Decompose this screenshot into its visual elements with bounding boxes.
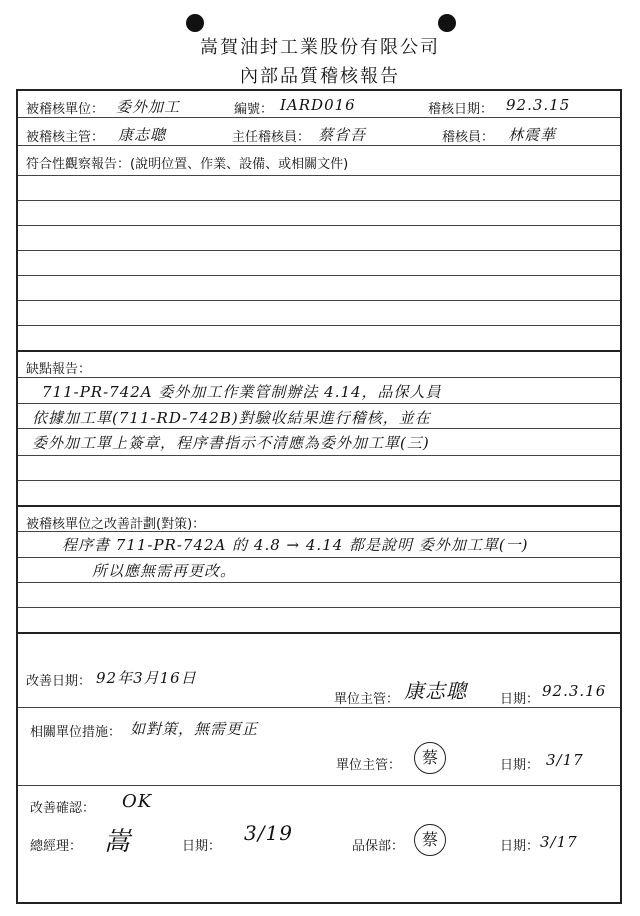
ruled-line xyxy=(18,300,620,301)
audit-date-value: 92.3.15 xyxy=(506,96,571,114)
auditor-value: 林震華 xyxy=(508,126,557,144)
improvement-plan-label: 被稽核單位之改善計劃(對策)： xyxy=(26,517,206,532)
serial-no-value: IARD016 xyxy=(280,96,356,114)
general-manager-signature: 嵩 xyxy=(104,827,132,857)
audited-head-label: 被稽核主管： xyxy=(26,130,105,145)
improvement-date-label: 改善日期： xyxy=(26,674,92,689)
ruled-line xyxy=(18,582,620,583)
qa-date-label: 日期： xyxy=(500,839,540,854)
ruled-line xyxy=(18,480,620,481)
supervisor-date-label: 日期： xyxy=(500,692,540,707)
ruled-line xyxy=(18,225,620,226)
ruled-line xyxy=(18,557,620,558)
divider xyxy=(18,785,620,786)
defects-text-line: 依據加工單(711-RD-742B)對驗收結果進行稽核，並在 xyxy=(32,409,431,427)
ruled-line xyxy=(18,200,620,201)
form-title: 內部品質稽核報告 xyxy=(240,66,400,87)
gm-date-label: 日期： xyxy=(182,839,222,854)
lead-auditor-label: 主任稽核員： xyxy=(232,130,311,145)
improvement-text-line: 程序書 711-PR-742A 的 4.8 → 4.14 都是說明 委外加工單(一) xyxy=(62,536,529,554)
ruled-line xyxy=(18,531,620,532)
binder-hole-right xyxy=(438,14,456,32)
audit-date-label: 稽核日期： xyxy=(428,102,494,117)
ruled-line xyxy=(18,275,620,276)
binder-hole-left xyxy=(186,14,204,32)
approval-stamp: 蔡 xyxy=(414,742,446,774)
defects-label: 缺點報告： xyxy=(26,362,92,377)
unit-supervisor-label: 單位主管： xyxy=(334,692,400,707)
related-measures-value: 如對策，無需更正 xyxy=(130,720,259,738)
confirmation-value: OK xyxy=(122,791,153,812)
auditor-label: 稽核員： xyxy=(442,130,495,145)
related-date-label: 日期： xyxy=(500,758,540,773)
gm-date-value: 3/19 xyxy=(244,821,293,845)
divider xyxy=(18,707,620,708)
qa-stamp: 蔡 xyxy=(414,824,446,856)
qa-dept-label: 品保部： xyxy=(352,839,405,854)
improvement-text-line: 所以應無需再更改。 xyxy=(92,562,237,580)
general-manager-label: 總經理： xyxy=(30,839,83,854)
section-divider xyxy=(18,505,620,507)
ruled-line xyxy=(18,428,620,429)
company-name: 嵩賀油封工業股份有限公司 xyxy=(200,37,440,58)
supervisor-date-value: 92.3.16 xyxy=(542,682,607,700)
improvement-date-value: 92年3月16日 xyxy=(96,669,197,687)
unit-supervisor-signature: 康志聰 xyxy=(404,679,467,703)
conformity-label: 符合性觀察報告：(說明位置、作業、設備、或相關文件) xyxy=(26,157,349,172)
divider xyxy=(18,145,620,146)
defects-text-line: 委外加工單上簽章，程序書指示不清應為委外加工單(三) xyxy=(32,434,430,452)
related-measures-label: 相關單位措施： xyxy=(30,725,122,740)
defects-text-line: 711-PR-742A 委外加工作業管制辦法 4.14，品保人員 xyxy=(42,383,442,401)
divider xyxy=(18,117,620,118)
ruled-line xyxy=(18,455,620,456)
ruled-line xyxy=(18,175,620,176)
related-date-value: 3/17 xyxy=(546,751,584,769)
ruled-line xyxy=(18,250,620,251)
audit-report-form xyxy=(16,89,622,904)
ruled-line xyxy=(18,403,620,404)
audited-unit-value: 委外加工 xyxy=(116,98,181,116)
qa-date-value: 3/17 xyxy=(540,833,578,851)
confirmation-label: 改善確認： xyxy=(30,801,96,816)
ruled-line xyxy=(18,377,620,378)
related-supervisor-label: 單位主管： xyxy=(336,758,402,773)
lead-auditor-value: 蔡省吾 xyxy=(318,126,367,144)
ruled-line xyxy=(18,607,620,608)
section-divider xyxy=(18,632,620,634)
audited-unit-label: 被稽核單位： xyxy=(26,102,105,117)
serial-no-label: 編號： xyxy=(234,102,274,117)
audited-head-value: 康志聰 xyxy=(118,126,167,144)
section-divider xyxy=(18,350,620,352)
ruled-line xyxy=(18,325,620,326)
